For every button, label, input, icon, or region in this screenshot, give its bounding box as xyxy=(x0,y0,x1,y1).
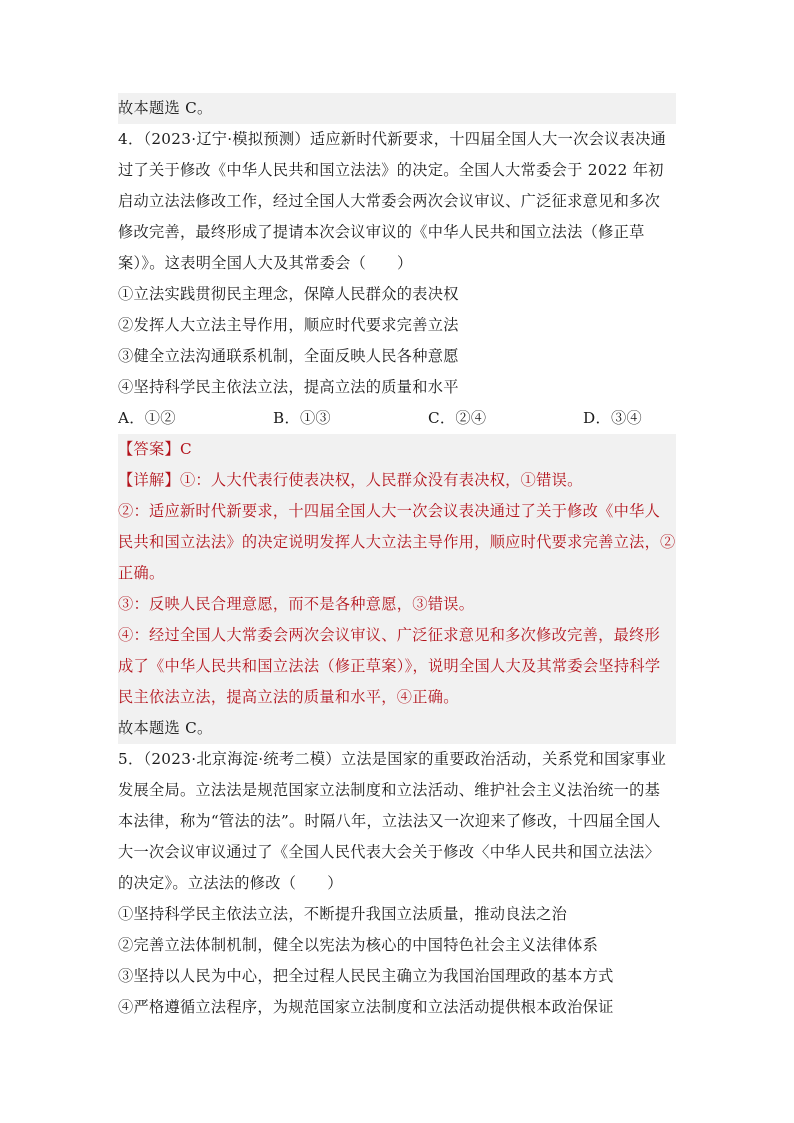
conclusion-line: 故本题选 C。 xyxy=(118,713,676,744)
question-5-stem-line: 大一次会议审议通过了《全国人民代表大会关于修改〈中华人民共和国立法法〉 xyxy=(118,843,661,861)
detail-line: 民主依法立法，提高立法的质量和水平，④正确。 xyxy=(118,682,676,713)
detail-line: 民共和国立法法》的决定说明发挥人大立法主导作用，顺应时代要求完善立法，② xyxy=(118,527,676,558)
detail-line: 正确。 xyxy=(118,558,676,589)
question-4 xyxy=(118,124,676,744)
question-4-item: ②发挥人大立法主导作用，顺应时代要求完善立法 xyxy=(118,316,459,334)
question-4-item: ③健全立法沟通联系机制，全面反映人民各种意愿 xyxy=(118,347,459,365)
question-5-item: ①坚持科学民主依法立法，不断提升我国立法质量，推动良法之治 xyxy=(118,905,568,923)
option-b: B．①③ xyxy=(273,409,331,427)
question-5-stem-line: 发展全局。立法法是规范国家立法制度和立法活动、维护社会主义法治统一的基 xyxy=(118,781,661,799)
question-5-item: ③坚持以人民为中心，把全过程人民民主确立为我国治国理政的基本方式 xyxy=(118,967,614,985)
detail-line: ④：经过全国人大常委会两次会议审议、广泛征求意见和多次修改完善，最终形 xyxy=(118,620,676,651)
question-5-item: ②完善立法体制机制，健全以宪法为核心的中国特色社会主义法律体系 xyxy=(118,936,599,954)
question-4-stem-line: 案）》。这表明全国人大及其常委会（ ） xyxy=(118,254,413,272)
answer-line: 【答案】C xyxy=(118,434,676,465)
question-4-stem-line: 4．（2023·辽宁·模拟预测）适应新时代新要求，十四届全国人大一次会议表决通 xyxy=(118,130,667,148)
detail-line: 【详解】①：人大代表行使表决权，人民群众没有表决权，①错误。 xyxy=(118,465,676,496)
question-4-item: ④坚持科学民主依法立法，提高立法的质量和水平 xyxy=(118,378,459,396)
option-d: D．③④ xyxy=(583,409,642,427)
question-5-stem-line: 5．（2023·北京海淀·统考二模）立法是国家的重要政治活动，关系党和国家事业 xyxy=(118,750,667,768)
question-4-stem-line: 修改完善，最终形成了提请本次会议审议的《中华人民共和国立法法（修正草 xyxy=(118,223,645,241)
question-4-item: ①立法实践贯彻民主理念，保障人民群众的表决权 xyxy=(118,285,459,303)
detail-line: ③：反映人民合理意愿，而不是各种意愿，③错误。 xyxy=(118,589,676,620)
document-page xyxy=(118,93,676,1023)
question-4-solution xyxy=(118,434,676,744)
detail-line: 成了《中华人民共和国立法法（修正草案）》，说明全国人大及其常委会坚持科学 xyxy=(118,651,676,682)
question-5-item: ④严格遵循立法程序，为规范国家立法制度和立法活动提供根本政治保证 xyxy=(118,998,614,1016)
detail-line: ②：适应新时代新要求，十四届全国人大一次会议表决通过了关于修改《中华人 xyxy=(118,496,676,527)
question-5-stem-line: 本法律，称为“管法的法”。时隔八年，立法法又一次迎来了修改，十四届全国人 xyxy=(118,812,661,830)
option-a: A．①② xyxy=(118,409,176,427)
question-4-stem-line: 过了关于修改《中华人民共和国立法法》的决定。全国人大常委会于 2022 年初 xyxy=(118,161,664,179)
question-5 xyxy=(118,744,676,1023)
question-4-stem-line: 启动立法法修改工作，经过全国人大常委会两次会议审议、广泛征求意见和多次 xyxy=(118,192,661,210)
option-c: C．②④ xyxy=(428,409,487,427)
previous-conclusion: 故本题选 C。 xyxy=(118,93,676,124)
question-5-stem-line: 的决定》。立法法的修改（ ） xyxy=(118,874,343,892)
question-4-options xyxy=(118,403,676,434)
